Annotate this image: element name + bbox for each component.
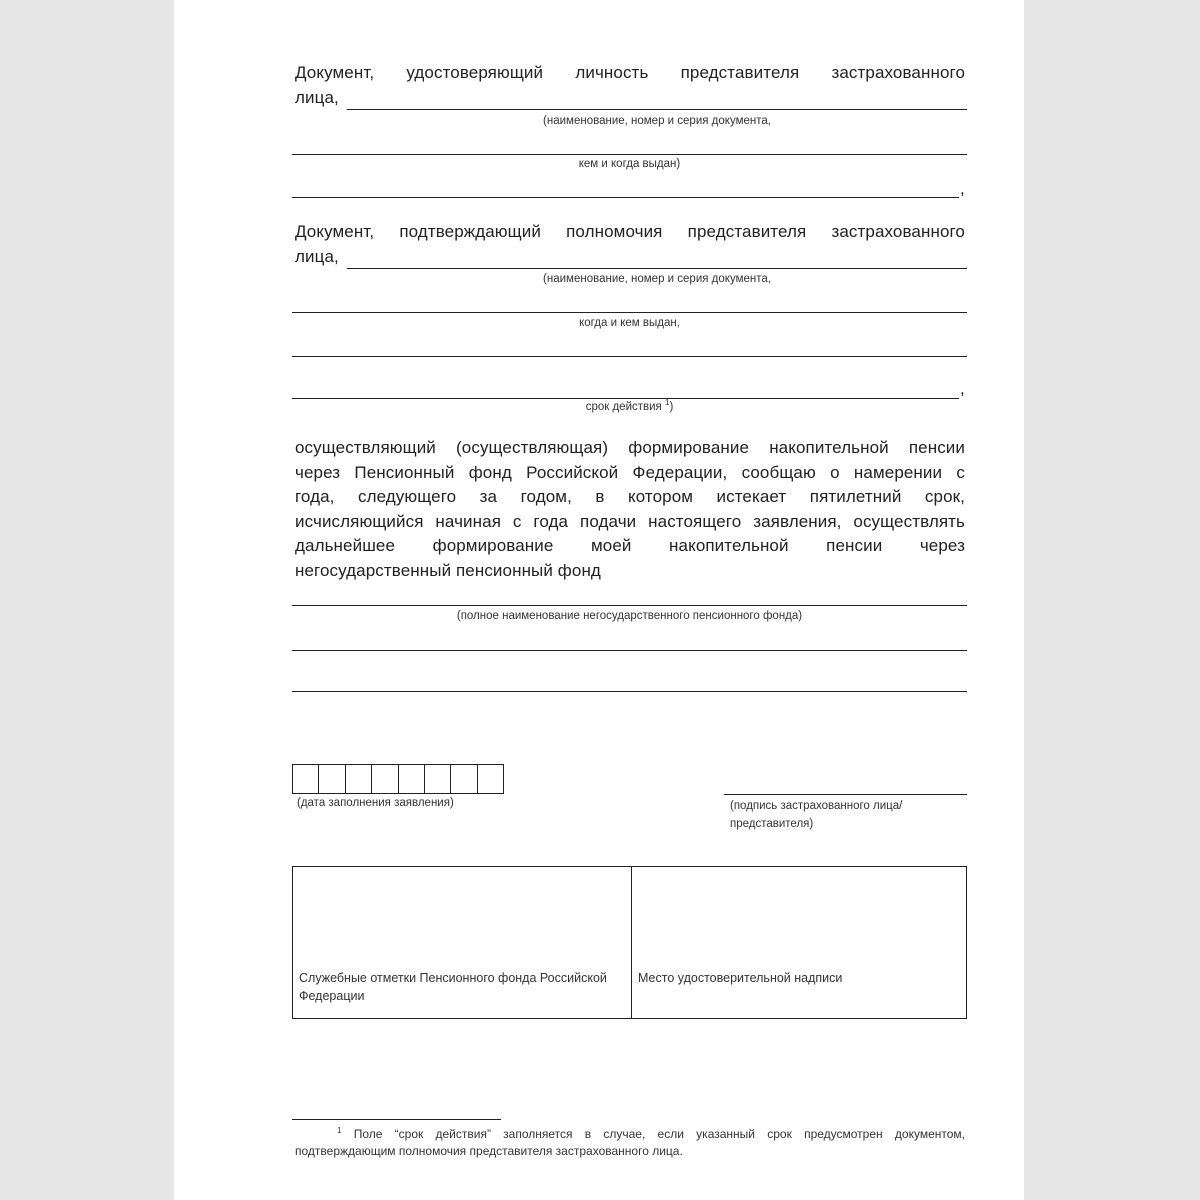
authority-doc-heading-line1: Документ, подтверждающий полномочия представителя застрахованного (295, 222, 965, 241)
date-cell[interactable] (372, 765, 398, 793)
statement-line-3: года, следующего за годом, в котором истекает пятилетний срок, (295, 487, 965, 507)
footnote-line2: подтверждающим полномочия представителя застрахованного лица. (295, 1144, 683, 1158)
footnote-line1-text: Поле “срок действия” заполняется в случае, если указанный срок предусмотрен документом, (353, 1127, 965, 1141)
identity-doc-heading-line1: Документ, удостоверяющий личность представителя застрахованного (295, 63, 965, 82)
identity-doc-heading-line2: лица, (295, 88, 339, 107)
authority-doc-caption-1: (наименование, номер и серия документа, (543, 273, 771, 285)
fund-name-caption: (полное наименование негосударственного пенсионного фонда) (456, 610, 803, 622)
identity-doc-caption-2: кем и когда выдан) (578, 158, 681, 170)
date-cell[interactable] (478, 765, 503, 793)
footnote (295, 1126, 965, 1160)
date-cell[interactable] (319, 765, 345, 793)
statement-line-2: через Пенсионный фонд Российской Федерации, сообщаю о намерении с (295, 462, 965, 482)
identity-doc-field-line-2[interactable] (292, 154, 967, 155)
date-cell[interactable] (399, 765, 425, 793)
notary-inscription-label: Место удостоверительной надписи (638, 971, 843, 985)
footnote-separator (292, 1119, 501, 1120)
date-input-boxes[interactable] (292, 764, 504, 794)
identity-doc-caption-1: (наименование, номер и серия документа, (543, 115, 771, 127)
fund-name-field-line-1[interactable] (292, 605, 967, 606)
signature-field-line[interactable] (724, 794, 967, 795)
notary-inscription-cell (632, 867, 966, 1018)
date-cell[interactable] (451, 765, 477, 793)
authority-doc-field-line-3[interactable] (292, 356, 967, 357)
statement-line-4: исчисляющийся начиная с года подачи настоящего заявления, осуществлять (295, 511, 965, 531)
authority-doc-field-line-1[interactable] (347, 268, 967, 269)
date-caption: (дата заполнения заявления) (297, 797, 454, 809)
identity-doc-comma: , (960, 179, 965, 198)
authority-doc-field-line-2[interactable] (292, 312, 967, 313)
pension-fund-marks-label: Служебные отметки Пенсионного фонда Российской Федерации (299, 971, 607, 1003)
identity-doc-field-line-3[interactable] (292, 197, 959, 198)
authority-doc-heading-line2: лица, (295, 247, 339, 266)
validity-caption-text: срок действия (585, 401, 662, 413)
authority-doc-caption-2: когда и кем выдан, (579, 317, 680, 329)
authority-doc-caption-3 (292, 398, 967, 413)
date-cell[interactable] (293, 765, 319, 793)
footnote-line1 (295, 1126, 965, 1143)
identity-doc-field-line-1[interactable] (347, 109, 967, 110)
footnote-reference: 1 (664, 398, 670, 408)
signature-caption-line1: (подпись застрахованного лица/ (730, 800, 903, 812)
statement-line-6: негосударственный пенсионный фонд (295, 561, 601, 580)
authority-doc-field-line-4[interactable] (292, 398, 959, 399)
date-cell[interactable] (346, 765, 372, 793)
fund-name-field-line-3[interactable] (292, 691, 967, 692)
validity-caption-close: ) (669, 401, 674, 413)
date-cell[interactable] (425, 765, 451, 793)
authority-doc-comma: , (960, 379, 965, 398)
statement-line-1: осуществляющий (осуществляющая) формирование накопительной пенсии (295, 438, 965, 457)
statement-line-5: дальнейшее формирование моей накопительной пенсии через (295, 536, 965, 556)
document-page (174, 0, 1024, 1200)
service-marks-table (292, 866, 967, 1019)
fund-name-field-line-2[interactable] (292, 650, 967, 651)
footnote-mark: 1 (337, 1126, 342, 1135)
signature-caption-line2: представителя) (730, 818, 814, 830)
pension-fund-marks-cell (293, 867, 632, 1018)
signature-caption (730, 797, 902, 833)
